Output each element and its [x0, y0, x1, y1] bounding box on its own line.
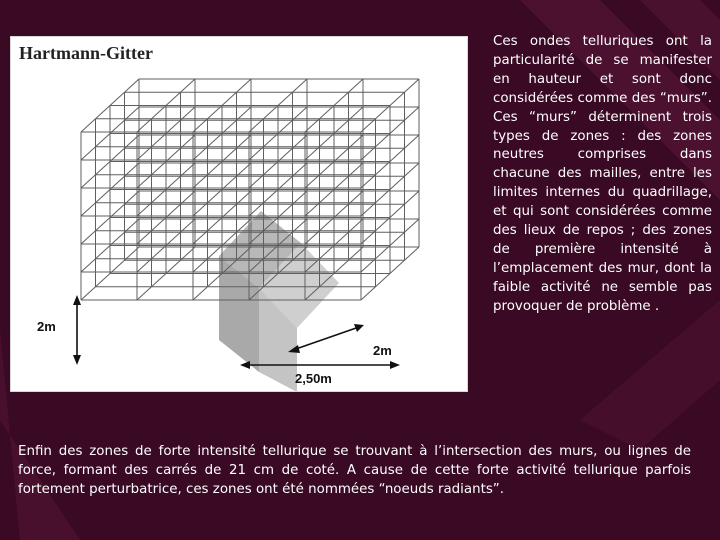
label-width: 2,50m [295, 371, 332, 386]
figure-title: Hartmann-Gitter [19, 43, 153, 63]
label-depth: 2m [373, 343, 392, 358]
label-height: 2m [37, 319, 56, 334]
side-paragraph: Ces ondes telluriques ont la particularité de se manifester en hauteur et sont donc considérées comme des “murs”. Ces “murs” déterminent trois types de zones : des zones neutres comprises dans chacune des mailles, entre les limites internes du quadrillage, et qui sont considérées comme des lieux de repos ; des zones de première intensité à l’emplacement des mur, dont la faible activité ne semble pas provoquer de problème . [493, 34, 712, 314]
bottom-paragraph: Enfin des zones de forte intensité tellurique se trouvant à l’intersection des murs, ou lignes de force, formant des carrés de 21 cm de coté. A cause de cette forte activité tellurique parfois fortement perturbatrice, ces zones ont été nommées “noeuds radiants”. [18, 444, 691, 497]
hartmann-grid-figure [10, 36, 468, 392]
